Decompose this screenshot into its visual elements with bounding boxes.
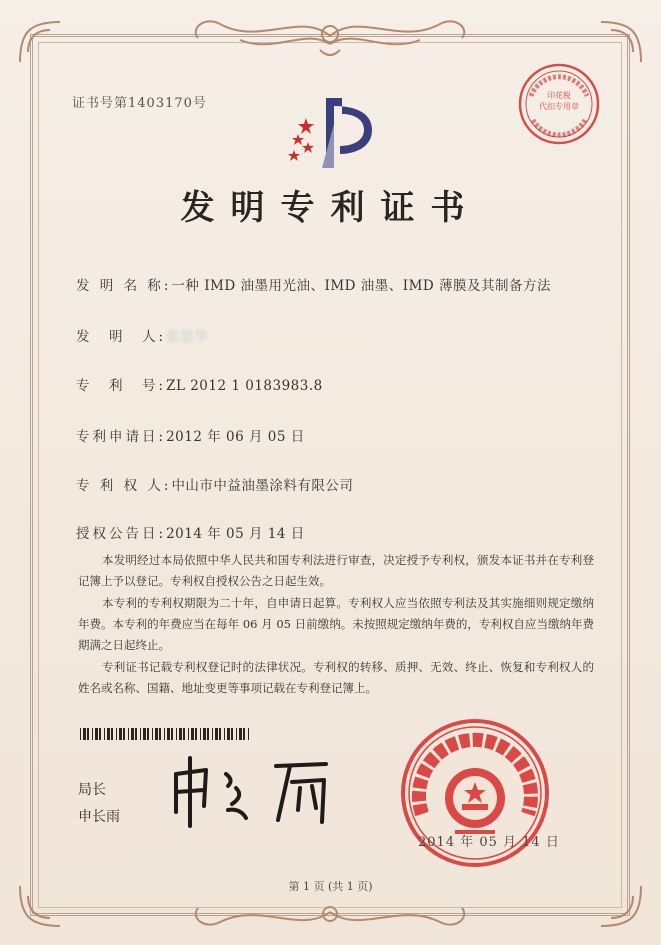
corner-ornament-tl [10, 12, 70, 72]
barcode [80, 728, 252, 740]
body-paragraph-2: 本专利的专利权期限为二十年，自申请日起算。专利权人应当依照专利法及其实施细则规定缴纳年费。本专利的年费应当在每年 06 月 05 日前缴纳。未按照规定缴纳年费的，专利权自应当缴纳年费期满之日起终止。 [78, 596, 594, 652]
top-ornament [180, 6, 480, 62]
grant-date-field [76, 522, 305, 542]
filing-date-label: 专利申请日: [76, 429, 167, 445]
invention-name-value: 一种 IMD 油墨用光油、IMD 油墨、IMD 薄膜及其制备方法 [171, 278, 552, 294]
inventor-field [76, 325, 208, 345]
filing-date-value: 2012 年 06 月 05 日 [166, 429, 305, 445]
svg-text:印花税: 印花税 [547, 91, 571, 100]
patentee-label: 专 利 权 人: [76, 478, 172, 494]
issue-date: 2014 年 05 月 14 日 [418, 835, 560, 850]
certificate-title: 发明专利证书 [180, 188, 481, 228]
invention-name-label: 发 明 名 称: [76, 278, 172, 294]
body-paragraph-3: 专利证书记载专利权登记时的法律状况。专利权的转移、质押、无效、终止、恢复和专利权人的姓名或名称、国籍、地址变更等事项记载在专利登记簿上。 [78, 660, 594, 695]
tax-stamp-seal [517, 62, 601, 146]
patent-number-value: ZL 2012 1 0183983.8 [166, 378, 323, 394]
patent-number-label: 专 利 号: [76, 378, 167, 394]
svg-text:代扣专用章: 代扣专用章 [539, 102, 579, 111]
director-title: 局长 [78, 782, 106, 798]
patentee-field [76, 474, 353, 494]
director-signature [166, 752, 346, 832]
body-paragraph-1: 本发明经过本局依照中华人民共和国专利法进行审查，决定授予专利权，颁发本证书并在专利登记簿上予以登记。专利权自授权公告之日起生效。 [78, 553, 594, 588]
page-number: 第 1 页 (共 1 页) [288, 880, 373, 893]
certificate-number: 证书号第1403170号 [72, 96, 207, 111]
director-name: 申长雨 [78, 809, 120, 825]
filing-date-field [76, 425, 305, 445]
patentee-value: 中山市中益油墨涂料有限公司 [171, 478, 354, 494]
patent-office-emblem-icon [284, 94, 384, 174]
inventor-value: 张思华 [166, 329, 209, 345]
grant-date-value: 2014 年 05 月 14 日 [166, 526, 305, 542]
inventor-label: 发 明 人: [76, 329, 167, 345]
invention-name-field [76, 274, 551, 294]
patent-number-field [76, 374, 323, 394]
grant-date-label: 授权公告日: [76, 526, 167, 542]
bottom-ornament [180, 894, 480, 940]
certificate-body-text [78, 550, 594, 700]
